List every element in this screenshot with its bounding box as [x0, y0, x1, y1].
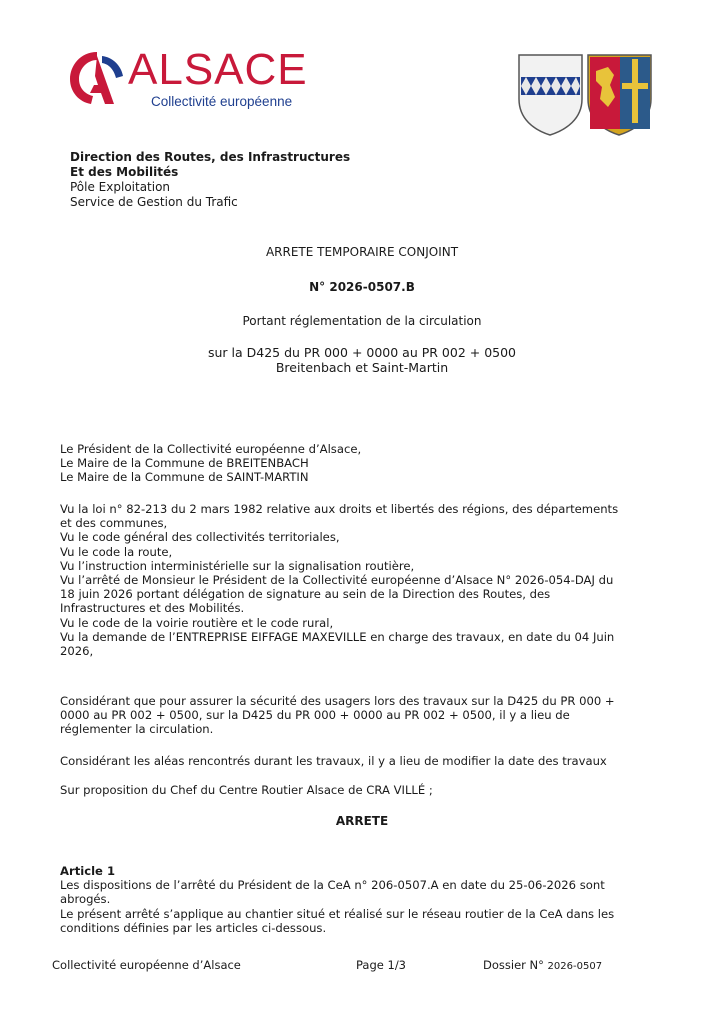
direction-line3: Pôle Exploitation: [70, 180, 171, 194]
considerant-line: Considérant les aléas rencontrés durant les travaux, il y a lieu de modifier la date des travaux: [60, 754, 607, 768]
considerant-date-change: [60, 754, 660, 768]
footer-dossier: [483, 958, 602, 972]
vu-line: Vu le code de la voirie routière et le code rural,: [60, 615, 334, 630]
vu-line: Infrastructures et des Mobilités.: [60, 601, 245, 616]
document-number: N° 2026-0507.B: [309, 280, 415, 294]
dossier-number: 2026-0507: [547, 961, 603, 972]
vu-line: Vu la demande de l’ENTREPRISE EIFFAGE MAXEVILLE en charge des travaux, en date du 04 Juin: [60, 629, 615, 644]
road-section: sur la D425 du PR 000 + 0000 au PR 002 + 0500: [207, 345, 517, 360]
authority-line: Le Maire de la Commune de SAINT-MARTIN: [60, 470, 309, 485]
document-subject: Portant réglementation de la circulation: [242, 314, 482, 328]
footer-page-number: Page 1/3: [356, 958, 407, 972]
vu-line: Vu l’arrêté de Monsieur le Président de la Collectivité européenne d’Alsace N° 2026-054-DAJ du: [60, 573, 614, 588]
considerant-line: Considérant que pour assurer la sécurité des usagers lors des travaux sur la D425 du PR 000 +: [60, 694, 615, 708]
dossier-label: Dossier N°: [483, 958, 544, 972]
authority-line: Le Président de la Collectivité européenne d’Alsace,: [60, 442, 362, 456]
logo-subtitle: Collectivité européenne: [151, 94, 293, 109]
considerant-safety: [60, 694, 660, 737]
vu-line: Vu la loi n° 82-213 du 2 mars 1982 relative aux droits et libertés des régions, des départements: [60, 502, 619, 516]
authorities: [60, 442, 660, 485]
proposition-line: Sur proposition du Chef du Centre Routier Alsace de CRA VILLÉ ;: [60, 783, 433, 797]
considerant-line: réglementer la circulation.: [60, 722, 214, 737]
vu-line: et des communes,: [60, 516, 168, 531]
authority-line: Le Maire de la Commune de BREITENBACH: [60, 456, 309, 471]
vu-line: Vu le code la route,: [60, 544, 173, 559]
coat-of-arms-icon: [516, 53, 654, 137]
article-line: abrogés.: [60, 892, 111, 907]
vu-line: 18 juin 2026 portant délégation de signature au sein de la Direction des Routes, des: [60, 587, 551, 602]
legal-references: [60, 502, 660, 658]
direction-line2: Et des Mobilités: [70, 165, 179, 179]
vu-line: Vu le code général des collectivités territoriales,: [60, 530, 340, 545]
article-title: Article 1: [60, 864, 116, 878]
cea-logo-mark: [66, 46, 128, 108]
article-line: Le présent arrêté s’applique au chantier situé et réalisé sur le réseau routier de la CeA dans les: [60, 906, 615, 921]
footer-organization: Collectivité européenne d’Alsace: [52, 958, 241, 972]
article-1: [60, 864, 660, 935]
proposition: [60, 783, 660, 797]
article-line: Les dispositions de l’arrêté du Président de la CeA n° 206-0507.A en date du 25-06-2026 sont: [60, 878, 605, 893]
vu-line: 2026,: [60, 644, 94, 659]
considerant-line: 0000 au PR 002 + 0500, sur la D425 du PR 000 + 0000 au PR 002 + 0500, il y a lieu de: [60, 708, 570, 723]
article-line: conditions définies par les articles ci-dessous.: [60, 920, 327, 935]
issuing-direction: [70, 150, 350, 210]
direction-line1: Direction des Routes, des Infrastructures: [70, 150, 351, 164]
logo-wordmark: ALSACE: [128, 45, 308, 94]
document-title: ARRETE TEMPORAIRE CONJOINT: [265, 245, 459, 259]
arrete-heading: ARRETE: [335, 814, 389, 828]
vu-line: Vu l’instruction interministérielle sur la signalisation routière,: [60, 558, 415, 573]
direction-line4: Service de Gestion du Trafic: [70, 195, 238, 209]
communes: Breitenbach et Saint-Martin: [275, 360, 449, 375]
